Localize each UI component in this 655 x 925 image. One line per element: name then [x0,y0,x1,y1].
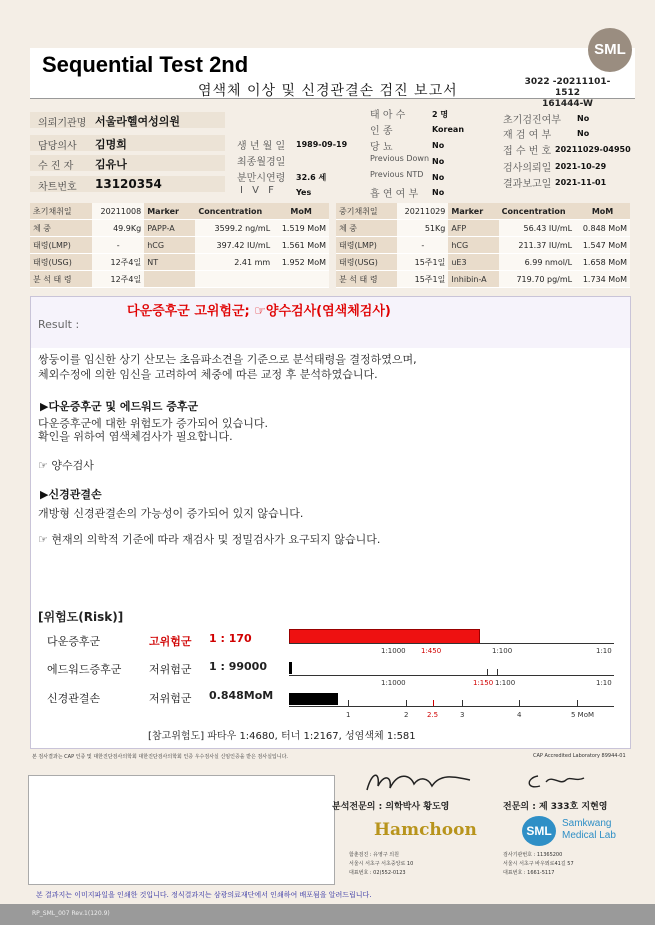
second-row-value: 15주1일 [397,254,448,271]
prev-ntd-value: No [432,173,445,182]
first-marker-conc: 2.41 mm [195,254,273,271]
sml-lab-line1: 검사기관번호 : 11365200 [503,852,563,858]
axis2-tick-label: 1:10 [596,679,612,687]
first-row-value: 49.9Kg [92,220,144,237]
axis2-tick [497,669,498,675]
institution-label: 의뢰기관명 [38,118,87,129]
axis1-tick-label: 1:450 [421,647,442,655]
report-title: Sequential Test 2nd [42,52,249,77]
axis3-tick [519,700,520,706]
risk-name-down: 다운증후군 [47,635,101,648]
interpretation-line2: 체외수정에 의한 임신을 고려하여 체중에 따른 교정 후 분석하였습니다. [38,368,378,381]
hamchoon-line1: 함춘검진 : 유영구 의원 [349,852,399,858]
ivf-label: I V F [240,185,277,196]
amniocentesis-recommendation: ☞ 양수검사 [38,459,94,472]
axis3-tick-label: 5 MoM [571,711,595,719]
second-header-marker: Marker [448,203,498,220]
risk-ratio-ntd: 0.848MoM [209,689,274,702]
second-date-label: 중기채취일 [336,203,397,220]
patient-label: 수 진 자 [38,161,74,172]
axis3-tick [462,700,463,706]
hamchoon-line2: 서울시 서초구 서초중앙로 10 [349,861,414,867]
second-row-label: 태령(LMP) [336,237,397,254]
disclaimer: 본 결과지는 이미지파일을 인쇄한 것입니다. 정식결과지는 삼광의료재단에서 인쇄하여 배포됨을 알려드립니다. [36,891,372,899]
second-marker-name: AFP [448,220,498,237]
second-marker-conc: 6.99 nmol/L [499,254,575,271]
first-trimester-table [30,203,329,288]
risk-axis-ntd [289,706,614,707]
report-number-line2: 161444-W [542,99,593,109]
fetus-label: 태 아 수 [370,110,406,121]
risk-axis-edwards [289,675,614,676]
report-subtitle: 염색체 이상 및 신경관결손 검진 보고서 [198,83,458,99]
axis3-tick [406,700,407,706]
first-exam-label: 초기검진여부 [503,115,561,126]
sml-lab-name2: Medical Lab [562,830,616,841]
first-marker-conc: 3599.2 ng/mL [195,220,273,237]
first-marker-mom: 1.561 MoM [273,237,329,254]
first-row-value: 12주4일 [92,271,144,288]
risk-bar-edwards [289,662,292,674]
sml-lab-logo: SML [522,816,556,846]
axis3-tick [577,700,578,706]
cap-note: 본 검사결과는 CAP 인증 및 대한진단검사의학회 대한진단검사의학회 인증 우수검사실 신임인증을 받은 검사실입니다. [32,754,289,760]
lmp-label: 최종월경일 [237,157,286,168]
signature-1 [362,766,477,796]
sml-lab-name [562,818,616,842]
axis3-tick-label: 1 [346,711,351,719]
patient-value: 김유나 [95,158,127,171]
risk-axis-down [289,643,614,644]
hamchoon-line3: 대표번호 : 02)552-0123 [349,870,406,876]
report-number-line1: 3022 -20211101-1512 [524,77,611,98]
dob-value: 1989-09-19 [296,140,348,149]
axis2-tick [487,669,488,675]
axis2-tick-label: 1:150 [473,679,494,687]
second-marker-name: hCG [448,237,498,254]
dm-label: 당 뇨 [370,142,393,153]
axis2-tick-label: 1:100 [495,679,516,687]
sml-lab-line3: 대표번호 : 1661-5117 [503,870,555,876]
second-marker-name: Inhibin-A [448,271,498,288]
axis3-tick-label: 3 [460,711,465,719]
second-row-label: 태령(USG) [336,254,397,271]
sml-lab-line2: 서울시 서초구 바우뫼로41길 57 [503,861,574,867]
second-header-concentration: Concentration [499,203,575,220]
first-marker-name: PAPP-A [144,220,195,237]
second-row-value: - [397,237,448,254]
prev-down-label: Previous Down [370,154,430,163]
second-marker-conc: 56.43 IU/mL [499,220,575,237]
second-row-label: 분 석 태 령 [336,271,397,288]
axis3-tick-label: 2.5 [427,711,439,719]
second-row-value: 51Kg [397,220,448,237]
second-marker-mom: 1.547 MoM [575,237,630,254]
second-marker-mom: 1.734 MoM [575,271,630,288]
chart-value: 13120354 [95,177,162,191]
signer-2: 전문의 : 제 333호 지현영 [503,802,608,812]
report-number [520,77,615,110]
section-ntd: ▶신경관결손 [40,488,102,501]
ntd-text-line1: 개방형 신경관결손의 가능성이 증가되어 있지 않습니다. [38,507,304,520]
risk-bar-ntd [289,693,338,705]
risk-group-down: 고위험군 [149,635,192,648]
axis1-tick-label: 1:100 [492,647,513,655]
report-date-label: 결과보고일 [503,179,552,190]
first-marker-mom: 1.952 MoM [273,254,329,271]
cap-lab-number: CAP Accredited Laboratory 89944-01 [533,753,626,759]
first-row-value: - [92,237,144,254]
signature-2 [520,768,590,794]
chart-label: 차트번호 [38,182,77,193]
first-marker-mom [273,271,329,288]
first-header-mom: MoM [273,203,329,220]
receipt-number-label: 접 수 번 호 [503,146,552,157]
reference-risk: [참고위험도] 파타우 1:4680, 터너 1:2167, 성염색체 1:581 [148,731,416,742]
first-row-label: 체 중 [30,220,92,237]
ivf-value: Yes [296,188,312,197]
race-value: Korean [432,125,465,134]
risk-name-ntd: 신경관결손 [47,692,101,705]
receipt-number-value: 20211029-04950 [555,145,631,154]
first-marker-conc [195,271,273,288]
second-header-mom: MoM [575,203,630,220]
sml-lab-name1: Samkwang [562,818,612,829]
first-date-label: 초기채취일 [30,203,92,220]
interpretation-line1: 쌍둥이를 임신한 상기 산모는 초음파소견을 기준으로 분석태령을 결정하였으며, [38,353,417,366]
first-header-concentration: Concentration [195,203,273,220]
first-date-value: 20211008 [92,203,144,220]
axis3-tick [348,700,349,706]
axis1-tick-label: 1:10 [596,647,612,655]
signer-1: 분석전문의 : 의학박사 황도영 [332,802,450,812]
down-text-line1: 다운증후군에 대한 위험도가 증가되어 있습니다. [38,417,269,430]
down-text-line2: 확인을 위하여 염색체검사가 필요합니다. [38,430,233,443]
hamchoon-logo: Hamchoon [374,820,477,840]
first-marker-mom: 1.519 MoM [273,220,329,237]
section-down-edwards: ▶다운증후군 및 에드워드 증후군 [40,400,199,413]
second-row-value: 15주1일 [397,271,448,288]
doctor-value: 김명희 [95,138,127,151]
doctor-label: 담당의사 [38,141,77,152]
second-marker-name: uE3 [448,254,498,271]
first-row-label: 태령(USG) [30,254,92,271]
first-marker-name: hCG [144,237,195,254]
risk-group-edwards: 저위험군 [149,663,192,676]
dm-value: No [432,141,445,150]
race-label: 인 종 [370,126,393,137]
risk-group-ntd: 저위험군 [149,692,192,705]
first-header-marker: Marker [144,203,195,220]
smoke-label: 흡 연 여 부 [370,189,419,200]
second-marker-conc: 211.37 IU/mL [499,237,575,254]
institution-value: 서울라헬여성의원 [95,115,181,128]
axis3-tick-label: 4 [517,711,522,719]
second-row-label: 체 중 [336,220,397,237]
ntd-recommendation: ☞ 현재의 의학적 기준에 따라 재검사 및 정밀검사가 요구되지 않습니다. [38,533,381,546]
prev-down-value: No [432,157,445,166]
first-exam-value: No [577,114,590,123]
axis2-tick-label: 1:1000 [381,679,406,687]
retest-value: No [577,129,590,138]
risk-ratio-edwards: 1 : 99000 [209,660,267,673]
axis3-tick [433,700,434,706]
axis1-tick-label: 1:1000 [381,647,406,655]
report-date-value: 2021-11-01 [555,178,607,187]
hamchoon-info [349,851,413,878]
result-headline: 다운증후군 고위험군; ☞양수검사(염색체검사) [127,304,391,319]
retest-label: 재 검 여 부 [503,130,552,141]
second-trimester-table [336,203,630,288]
second-date-value: 20211029 [397,203,448,220]
first-row-label: 분 석 태 령 [30,271,92,288]
first-row-value: 12주4일 [92,254,144,271]
prev-ntd-label: Previous NTD [370,170,424,179]
sml-logo: SML [588,28,632,72]
first-marker-name [144,271,195,288]
age-value: 32.6 세 [296,173,327,182]
first-row-label: 태령(LMP) [30,237,92,254]
first-marker-conc: 397.42 IU/mL [195,237,273,254]
age-label: 분만시연령 [237,173,286,184]
comment-box [28,775,335,885]
second-marker-mom: 0.848 MoM [575,220,630,237]
risk-bar-down [289,629,480,644]
smoke-value: No [432,188,445,197]
form-code: RP_SML_007 Rev.1(120.9) [32,910,110,917]
sml-lab-info [503,851,574,878]
request-date-label: 검사의뢰일 [503,163,552,174]
fetus-value: 2 명 [432,110,449,119]
risk-title: [위험도(Risk)] [38,610,124,624]
risk-name-edwards: 에드워드증후군 [47,663,122,676]
dob-label: 생 년 월 일 [237,141,286,152]
request-date-value: 2021-10-29 [555,162,607,171]
risk-ratio-down: 1 : 170 [209,632,252,645]
first-marker-name: NT [144,254,195,271]
second-marker-mom: 1.658 MoM [575,254,630,271]
axis3-tick-label: 2 [404,711,409,719]
second-marker-conc: 719.70 pg/mL [499,271,575,288]
result-label: Result : [38,318,80,331]
